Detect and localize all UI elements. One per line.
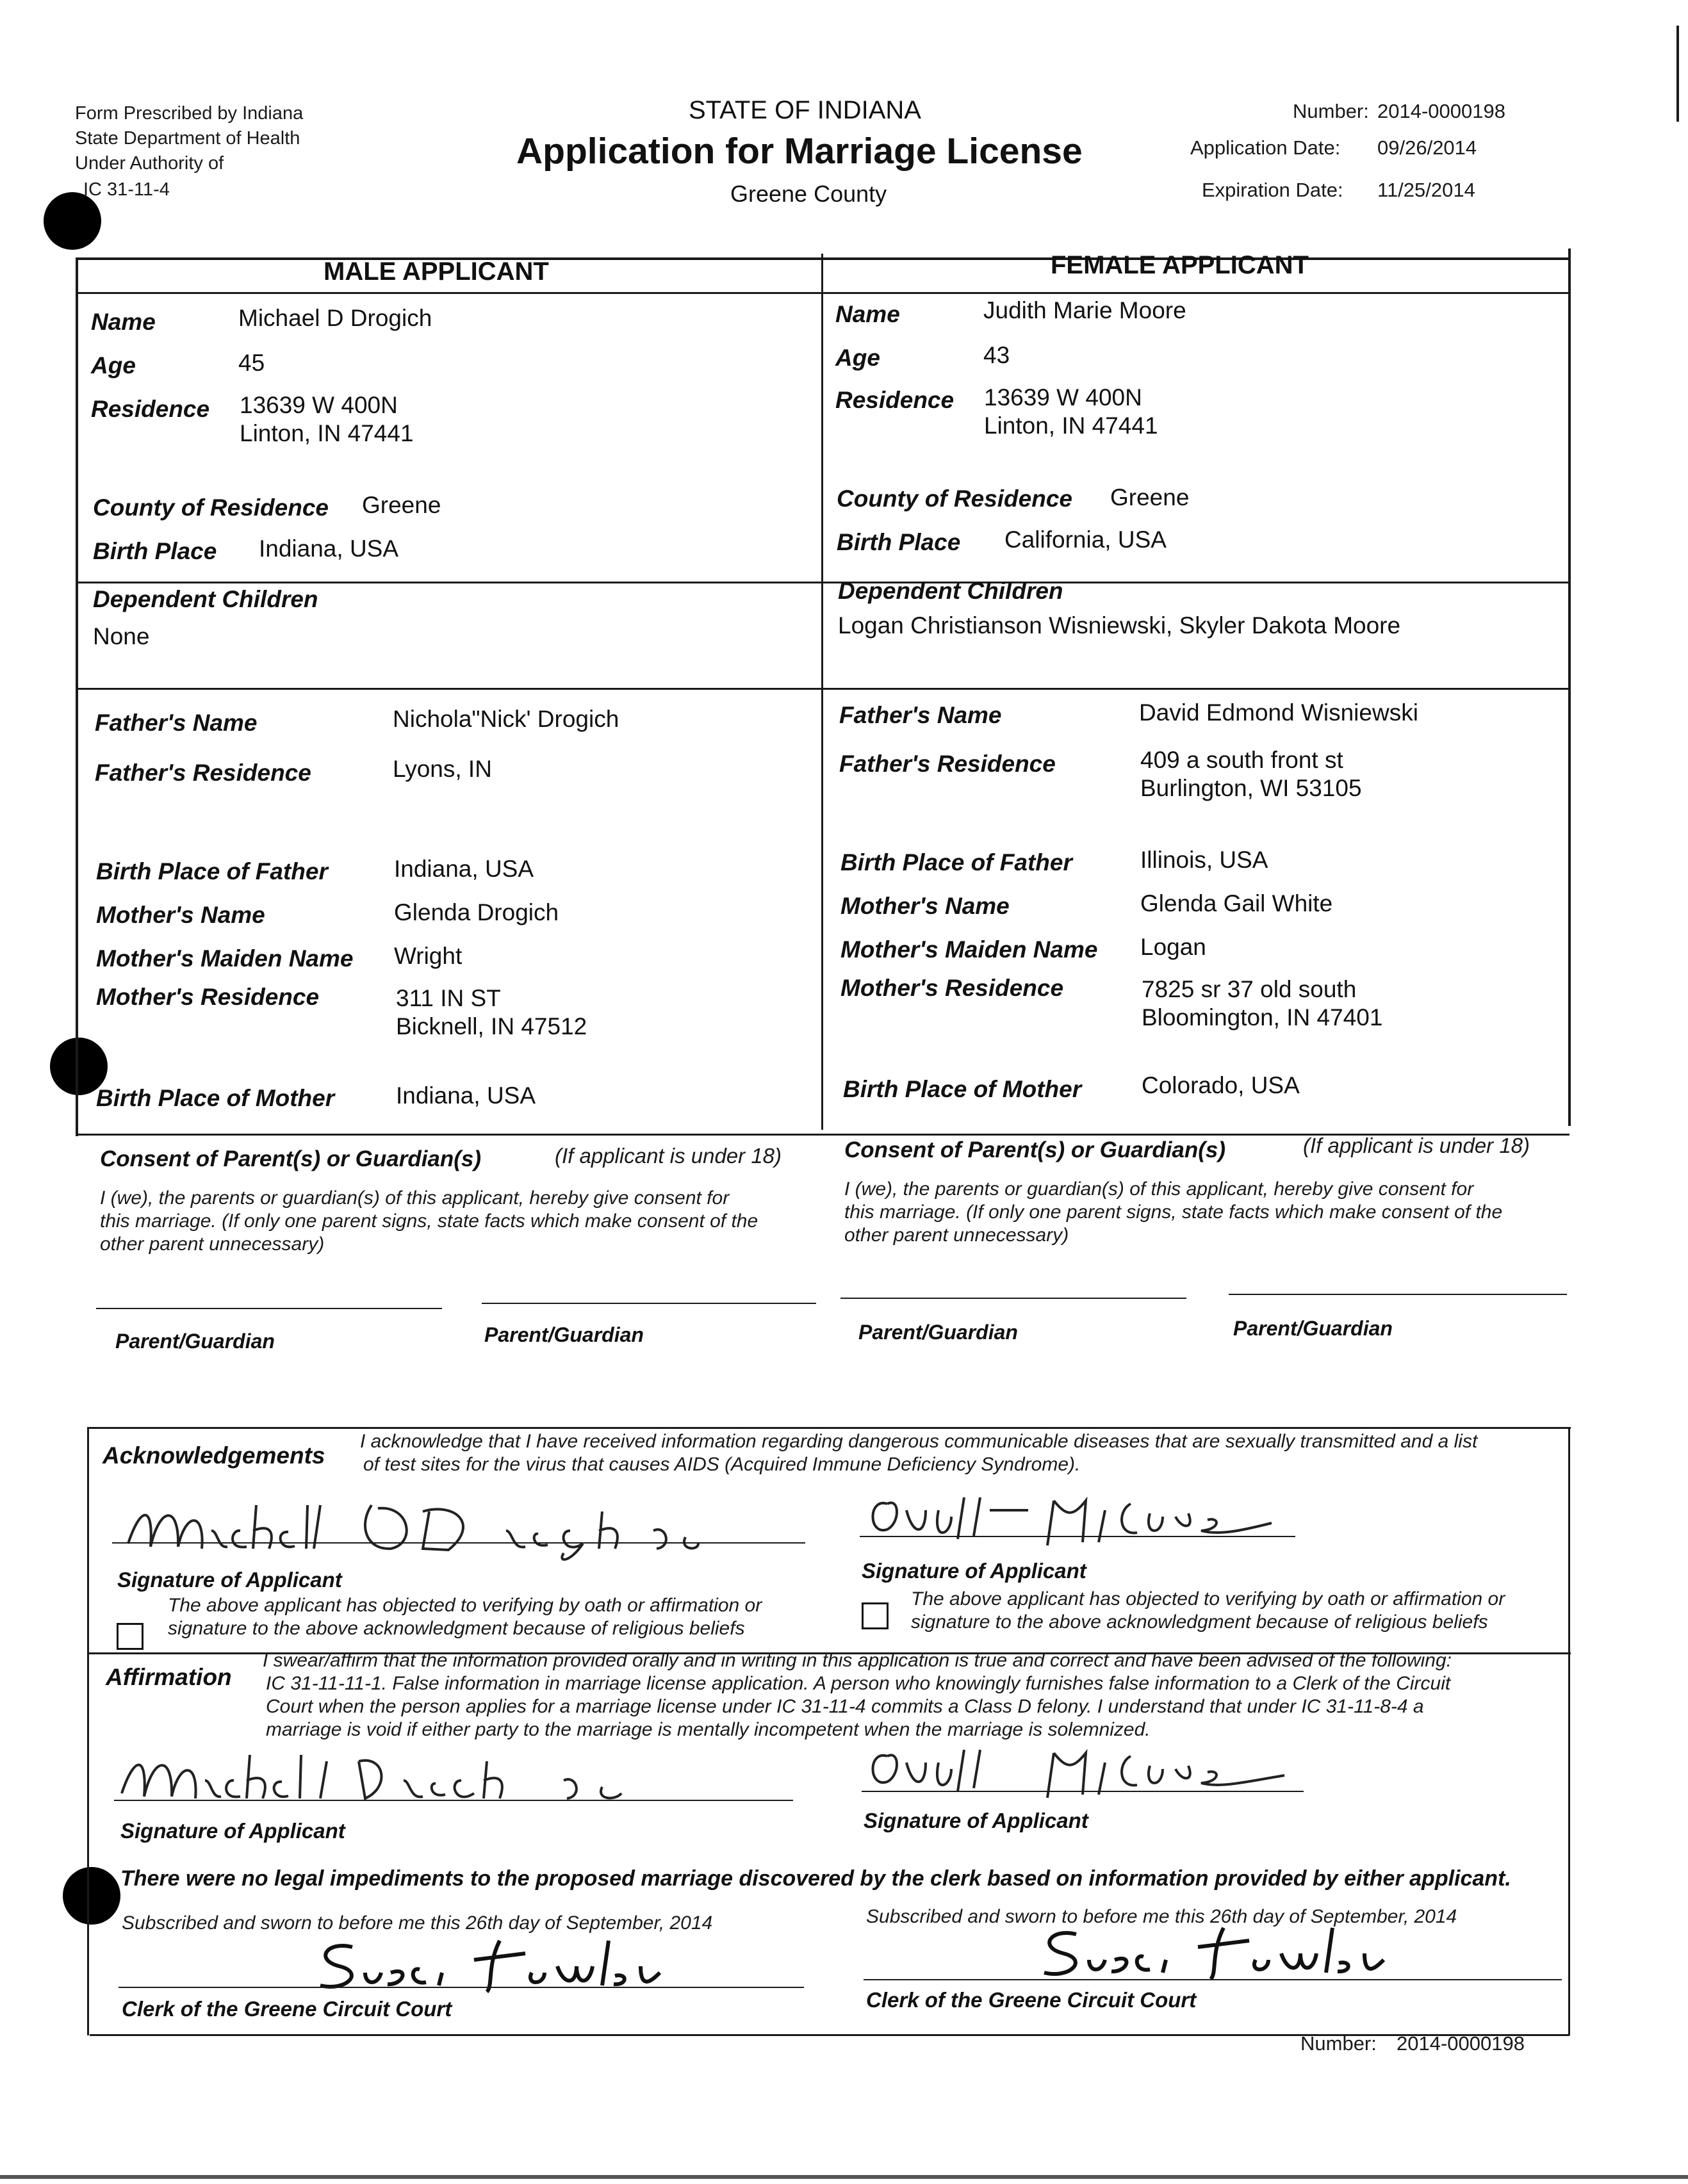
male-mother-residence-line2: Bicknell, IN 47512: [396, 1013, 587, 1039]
male-consent-heading: Consent of Parent(s) or Guardian(s): [100, 1146, 482, 1171]
male-consent-note: (If applicant is under 18): [555, 1144, 782, 1168]
clerk-signature-right: [1031, 1915, 1390, 1989]
scan-edge-mark: [1676, 26, 1679, 122]
female-age-label: Age: [835, 345, 880, 371]
clerk-signature-left: [307, 1928, 666, 2001]
female-residence-line1: 13639 W 400N: [984, 384, 1142, 411]
male-birthplace-label: Birth Place: [93, 538, 217, 564]
footer-number-value: 2014-0000198: [1397, 2032, 1525, 2055]
application-date-label: Application Date:: [1190, 136, 1341, 159]
male-affirmation-signature-label: Signature of Applicant: [120, 1819, 345, 1843]
footer-number-label: Number:: [1300, 2032, 1377, 2055]
male-birthplace-value: Indiana, USA: [259, 535, 399, 562]
male-father-residence-label: Father's Residence: [95, 760, 311, 786]
male-children-label: Dependent Children: [93, 586, 318, 612]
male-acknowledgement-signature: [122, 1492, 801, 1566]
female-mother-maiden-value: Logan: [1140, 934, 1206, 960]
female-father-name-value: David Edmond Wisniewski: [1139, 699, 1418, 726]
clerk-label-right: Clerk of the Greene Circuit Court: [866, 1988, 1197, 2012]
male-residence-line1: 13639 W 400N: [240, 392, 398, 418]
female-heading: FEMALE APPLICANT: [1051, 251, 1309, 279]
female-objection-text-2: signature to the above acknowledgment because of religious beliefs: [911, 1611, 1488, 1633]
male-mother-residence-label: Mother's Residence: [96, 984, 320, 1010]
female-father-birthplace-value: Illinois, USA: [1140, 847, 1268, 873]
female-consent-text-3: other parent unnecessary): [844, 1225, 1069, 1246]
affirmation-text-4: marriage is void if either party to the marriage is mentally incompetent when the marriage is solemnized.: [266, 1719, 1151, 1740]
female-consent-text-2: this marriage. (If only one parent signs, state facts which make consent of the: [844, 1202, 1503, 1223]
county-title: Greene County: [730, 181, 887, 207]
female-residence-label: Residence: [835, 387, 955, 413]
male-county-value: Greene: [362, 492, 441, 518]
acknowledgement-text-1: I acknowledge that I have received information regarding dangerous communicable diseases that are sexually transmitted and a list: [360, 1431, 1478, 1452]
female-consent-text-1: I (we), the parents or guardian(s) of this applicant, hereby give consent for: [844, 1178, 1474, 1200]
affirmation-text-1: I swear/affirm that the information provided orally and in writing in this application is true and correct and have been advised of the following:: [263, 1650, 1452, 1671]
female-father-name-label: Father's Name: [839, 702, 1002, 728]
male-consent-text-2: this marriage. (If only one parent signs, state facts which make consent of the: [100, 1210, 758, 1232]
female-consent-heading: Consent of Parent(s) or Guardian(s): [844, 1137, 1226, 1162]
female-mother-birthplace-value: Colorado, USA: [1142, 1072, 1300, 1098]
expiration-date-value: 11/25/2014: [1377, 179, 1475, 201]
state-title: STATE OF INDIANA: [689, 96, 921, 124]
male-father-name-label: Father's Name: [95, 710, 258, 736]
form-line-3: Under Authority of: [75, 153, 224, 174]
female-ack-signature-label: Signature of Applicant: [862, 1559, 1086, 1583]
clerk-label-left: Clerk of the Greene Circuit Court: [122, 1997, 452, 2021]
female-name-label: Name: [835, 301, 900, 327]
female-mother-residence-label: Mother's Residence: [840, 975, 1064, 1001]
male-consent-text-3: other parent unnecessary): [100, 1234, 325, 1255]
male-mother-residence-line1: 311 IN ST: [396, 985, 501, 1011]
male-residence-line2: Linton, IN 47441: [240, 420, 414, 446]
scan-bottom-edge: [0, 2175, 1688, 2179]
male-mother-maiden-label: Mother's Maiden Name: [96, 945, 354, 972]
female-mother-birthplace-label: Birth Place of Mother: [843, 1076, 1082, 1102]
male-name-label: Name: [91, 309, 156, 335]
application-date-value: 09/26/2014: [1377, 136, 1477, 159]
male-father-residence-line1: Lyons, IN: [393, 756, 492, 782]
male-father-birthplace-label: Birth Place of Father: [96, 858, 328, 884]
affirmation-text-3: Court when the person applies for a marriage license under IC 31-11-4 commits a Class D felony. I understand that under IC 31-11-8-4 a: [266, 1696, 1424, 1717]
male-parent-guardian-2: Parent/Guardian: [484, 1323, 644, 1346]
female-father-residence-label: Father's Residence: [839, 751, 1056, 777]
female-mother-maiden-label: Mother's Maiden Name: [840, 936, 1098, 963]
female-objection-text-1: The above applicant has objected to verifying by oath or affirmation or: [911, 1588, 1505, 1609]
male-heading: MALE APPLICANT: [324, 257, 549, 286]
female-consent-note: (If applicant is under 18): [1303, 1134, 1530, 1157]
female-affirmation-signature: [862, 1737, 1323, 1804]
male-father-birthplace-value: Indiana, USA: [394, 856, 534, 882]
male-mother-name-label: Mother's Name: [96, 902, 265, 928]
female-mother-residence-line2: Bloomington, IN 47401: [1142, 1004, 1383, 1031]
male-mother-maiden-value: Wright: [394, 943, 463, 969]
sworn-statement-left: Subscribed and sworn to before me this 26th day of September, 2014: [122, 1912, 713, 1934]
male-children-value: None: [93, 623, 150, 649]
female-age-value: 43: [983, 342, 1010, 368]
impediments-statement: There were no legal impediments to the proposed marriage discovered by the clerk based on information provided by either applicant.: [120, 1866, 1511, 1891]
male-ack-signature-label: Signature of Applicant: [117, 1568, 342, 1592]
female-county-label: County of Residence: [837, 485, 1072, 512]
female-father-birthplace-label: Birth Place of Father: [840, 849, 1072, 876]
female-county-value: Greene: [1110, 484, 1190, 510]
female-affirmation-signature-label: Signature of Applicant: [864, 1809, 1088, 1832]
female-parent-guardian-1: Parent/Guardian: [858, 1321, 1018, 1344]
female-mother-name-value: Glenda Gail White: [1140, 890, 1333, 917]
sworn-statement-right: Subscribed and sworn to before me this 26th day of September, 2014: [866, 1906, 1457, 1927]
acknowledgement-text-2: of test sites for the virus that causes AIDS (Acquired Immune Deficiency Syndrome).: [363, 1454, 1081, 1475]
female-father-residence-line1: 409 a south front st: [1140, 747, 1343, 773]
female-religious-objection-checkbox[interactable]: [862, 1602, 889, 1629]
male-objection-text-2: signature to the above acknowledgment because of religious beliefs: [168, 1618, 745, 1639]
acknowledgements-heading: Acknowledgements: [102, 1442, 325, 1469]
female-residence-line2: Linton, IN 47441: [984, 412, 1158, 439]
male-residence-label: Residence: [91, 396, 210, 422]
female-father-residence-line2: Burlington, WI 53105: [1140, 775, 1362, 801]
punch-hole-bottom: [63, 1867, 120, 1925]
number-value: 2014-0000198: [1377, 100, 1505, 122]
male-mother-birthplace-label: Birth Place of Mother: [96, 1085, 335, 1111]
female-birthplace-value: California, USA: [1004, 526, 1167, 553]
female-children-value: Logan Christianson Wisniewski, Skyler Dakota Moore: [838, 612, 1401, 639]
number-label: Number:: [1293, 100, 1369, 122]
female-mother-name-label: Mother's Name: [840, 893, 1010, 919]
female-name-value: Judith Marie Moore: [983, 297, 1186, 323]
male-age-value: 45: [238, 350, 265, 376]
male-mother-birthplace-value: Indiana, USA: [396, 1082, 536, 1109]
male-consent-text-1: I (we), the parents or guardian(s) of this applicant, hereby give consent for: [100, 1187, 730, 1209]
male-age-label: Age: [91, 352, 136, 379]
affirmation-text-2: IC 31-11-11-1. False information in marriage license application. A person who knowingly furnishes false information to a Clerk of the Circuit: [266, 1673, 1451, 1694]
female-acknowledgement-signature: [862, 1485, 1323, 1558]
form-line-1: Form Prescribed by Indiana: [75, 103, 304, 124]
page-title: Application for Marriage License: [516, 131, 1083, 172]
affirmation-heading: Affirmation: [106, 1664, 232, 1690]
male-county-label: County of Residence: [93, 494, 329, 521]
expiration-date-label: Expiration Date:: [1202, 179, 1343, 201]
female-children-label: Dependent Children: [838, 578, 1063, 604]
male-father-name-value: Nichola"Nick' Drogich: [393, 706, 619, 732]
male-objection-text-1: The above applicant has objected to verifying by oath or affirmation or: [168, 1595, 762, 1616]
form-line-2: State Department of Health: [75, 128, 300, 149]
form-line-4: IC 31-11-4: [83, 179, 170, 200]
female-birthplace-label: Birth Place: [837, 529, 961, 555]
male-mother-name-value: Glenda Drogich: [394, 899, 559, 925]
male-religious-objection-checkbox[interactable]: [117, 1623, 143, 1650]
male-parent-guardian-1: Parent/Guardian: [115, 1330, 275, 1353]
male-name-value: Michael D Drogich: [238, 305, 432, 331]
female-mother-residence-line1: 7825 sr 37 old south: [1142, 976, 1357, 1002]
female-parent-guardian-2: Parent/Guardian: [1233, 1317, 1393, 1340]
